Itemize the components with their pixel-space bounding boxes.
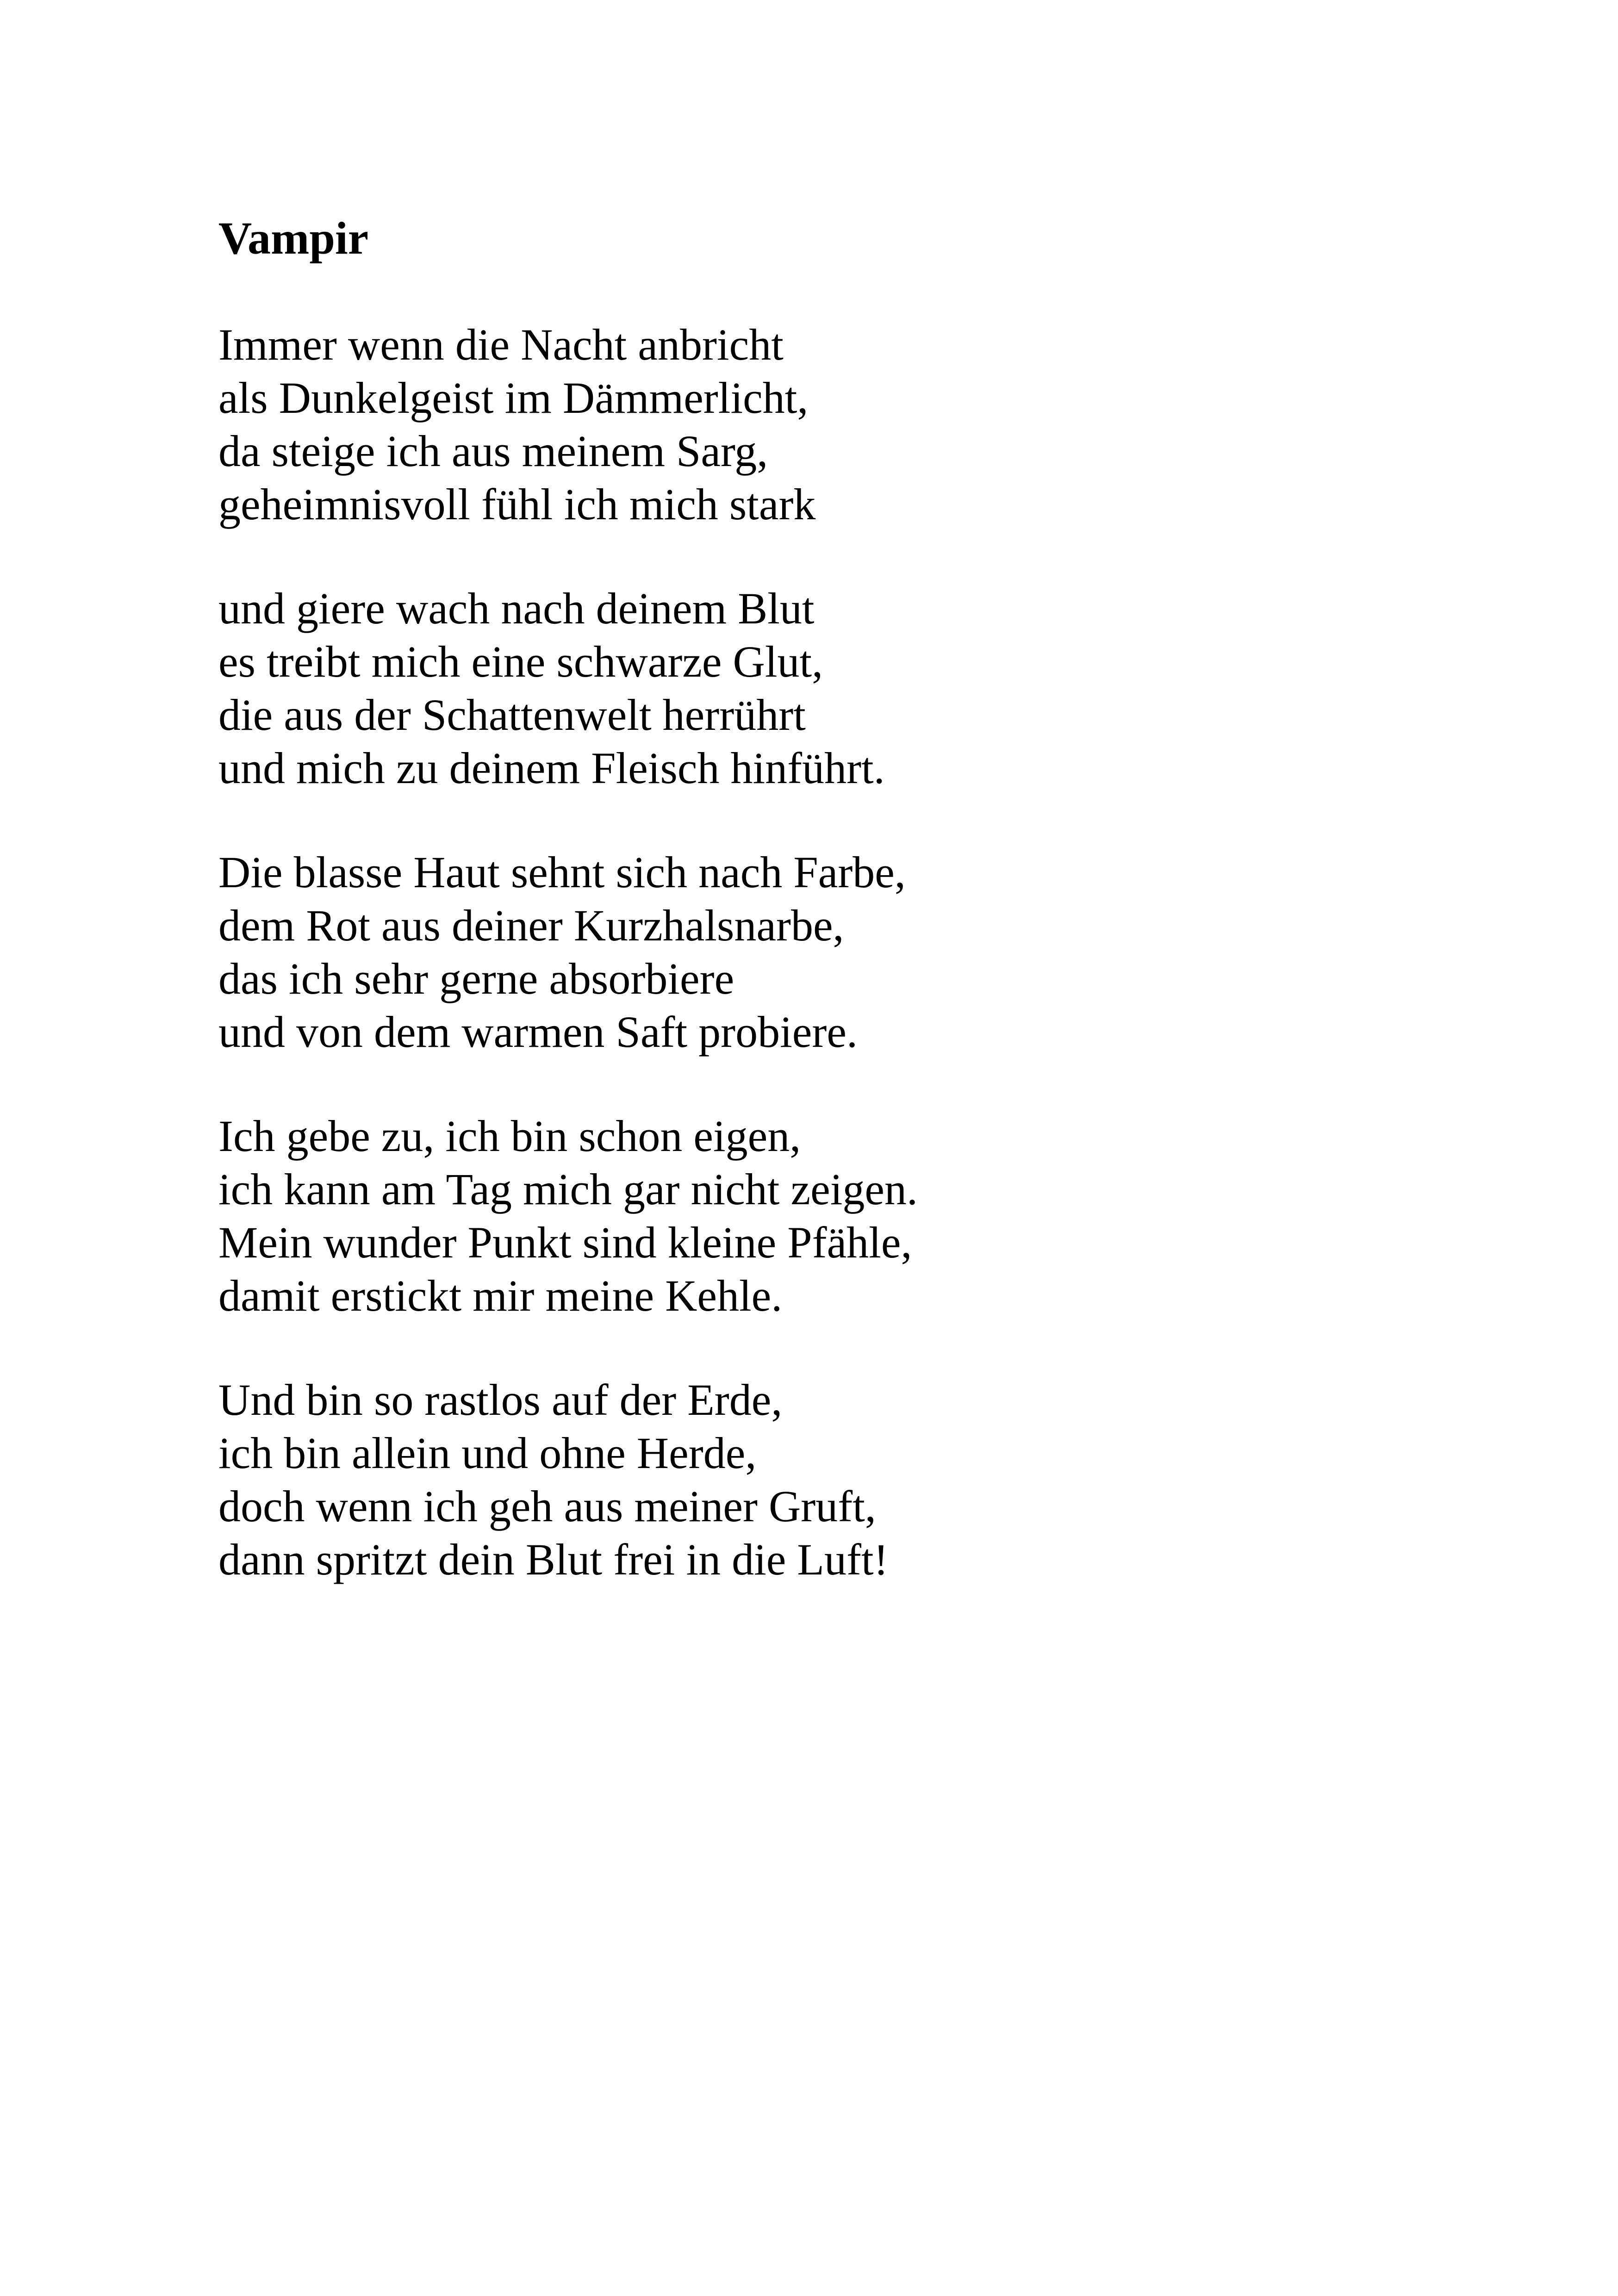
poem-line: Immer wenn die Nacht anbricht	[218, 320, 784, 369]
poem-stanzas	[218, 318, 1422, 1586]
poem-line: ich kann am Tag mich gar nicht zeigen.	[218, 1164, 918, 1214]
poem-line: und von dem warmen Saft probiere.	[218, 1007, 858, 1057]
poem-line: das ich sehr gerne absorbiere	[218, 954, 734, 1003]
poem-line: Die blasse Haut sehnt sich nach Farbe,	[218, 847, 906, 897]
poem-line: dem Rot aus deiner Kurzhalsnarbe,	[218, 901, 844, 950]
poem-line: als Dunkelgeist im Dämmerlicht,	[218, 373, 809, 423]
stanza-4	[218, 1109, 1422, 1322]
poem-line: geheimnisvoll fühl ich mich stark	[218, 479, 816, 529]
poem-line: da steige ich aus meinem Sarg,	[218, 426, 768, 476]
poem-line: die aus der Schattenwelt herrührt	[218, 690, 806, 740]
stanza-3	[218, 846, 1422, 1058]
poem-line: damit erstickt mir meine Kehle.	[218, 1271, 783, 1320]
poem-line: und mich zu deinem Fleisch hinführt.	[218, 743, 885, 793]
poem-line: Und bin so rastlos auf der Erde,	[218, 1375, 783, 1425]
stanza-1	[218, 318, 1422, 531]
stanza-2	[218, 582, 1422, 795]
poem-line: Ich gebe zu, ich bin schon eigen,	[218, 1111, 801, 1161]
poem-line: ich bin allein und ohne Herde,	[218, 1428, 757, 1478]
poem-line: es treibt mich eine schwarze Glut,	[218, 637, 823, 686]
poem-line: dann spritzt dein Blut frei in die Luft!	[218, 1535, 889, 1584]
poem-line: doch wenn ich geh aus meiner Gruft,	[218, 1481, 876, 1531]
poem-title: Vampir	[218, 212, 369, 264]
poem	[218, 211, 1422, 1637]
poem-line: Mein wunder Punkt sind kleine Pfähle,	[218, 1218, 912, 1267]
stanza-5	[218, 1373, 1422, 1586]
poem-line: und giere wach nach deinem Blut	[218, 584, 815, 633]
